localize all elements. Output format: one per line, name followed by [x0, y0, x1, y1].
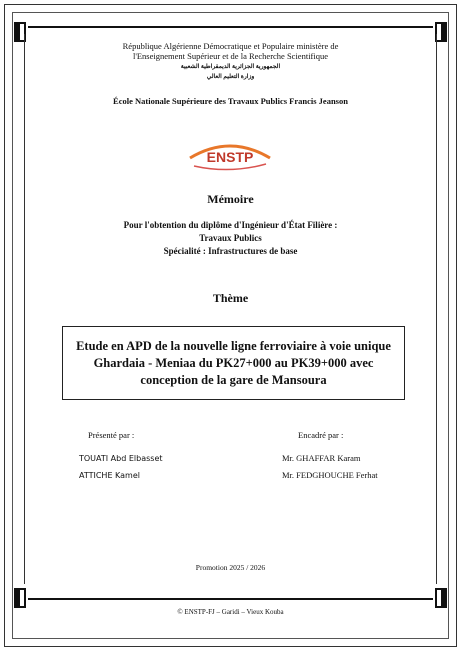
- footer-copyright: © ENSTP-FJ – Garidi – Vieux Kouba: [177, 608, 284, 616]
- theme-text: Etude en APD de la nouvelle ligne ferroviaire à voie unique Ghardaia - Meniaa du PK27+000 au PK39+000 avec conception de la gare de Mansoura: [76, 338, 391, 387]
- student-name-1: TOUATI Abd Elbasset: [79, 454, 163, 463]
- theme-box: [62, 326, 405, 400]
- arabic-line-2: وزارة التعليم العالي: [206, 74, 255, 80]
- top-rule: [28, 26, 433, 28]
- enstp-logo: [180, 136, 280, 176]
- left-rule: [24, 34, 25, 584]
- promotion-year: Promotion 2025 / 2026: [195, 563, 266, 572]
- arabic-line-1: الجمهورية الجزائرية الديمقراطية الشعبية: [180, 64, 281, 70]
- supervised-label: Encadré par :: [298, 430, 344, 440]
- diploma-line: Pour l'obtention du diplôme d'Ingénieur d'État Filière :: [123, 220, 338, 230]
- school-name: École Nationale Supérieure des Travaux Publics Francis Jeanson: [113, 96, 348, 106]
- right-rule: [436, 34, 437, 584]
- corner-ornament-bottom-left: [14, 588, 26, 608]
- republic-line: République Algérienne Démocratique et Populaire ministère de: [122, 41, 339, 51]
- theme-label: Thème: [212, 291, 249, 305]
- corner-ornament-bottom-right: [435, 588, 447, 608]
- ministry-line: l'Enseignement Supérieur et de la Recherche Scientifique: [132, 51, 329, 61]
- presented-label: Présenté par :: [88, 430, 135, 440]
- supervisor-name-2: Mr. FEDGHOUCHE Ferhat: [282, 470, 378, 480]
- logo-text: ENSTP: [206, 149, 254, 165]
- speciality-line: Spécialité : Infrastructures de base: [163, 246, 298, 256]
- memoire-title: Mémoire: [207, 192, 254, 206]
- field-line: Travaux Publics: [199, 233, 262, 243]
- student-name-2: ATTICHE Kamel: [79, 471, 140, 480]
- bottom-rule: [28, 598, 433, 600]
- supervisor-name-1: Mr. GHAFFAR Karam: [282, 453, 361, 463]
